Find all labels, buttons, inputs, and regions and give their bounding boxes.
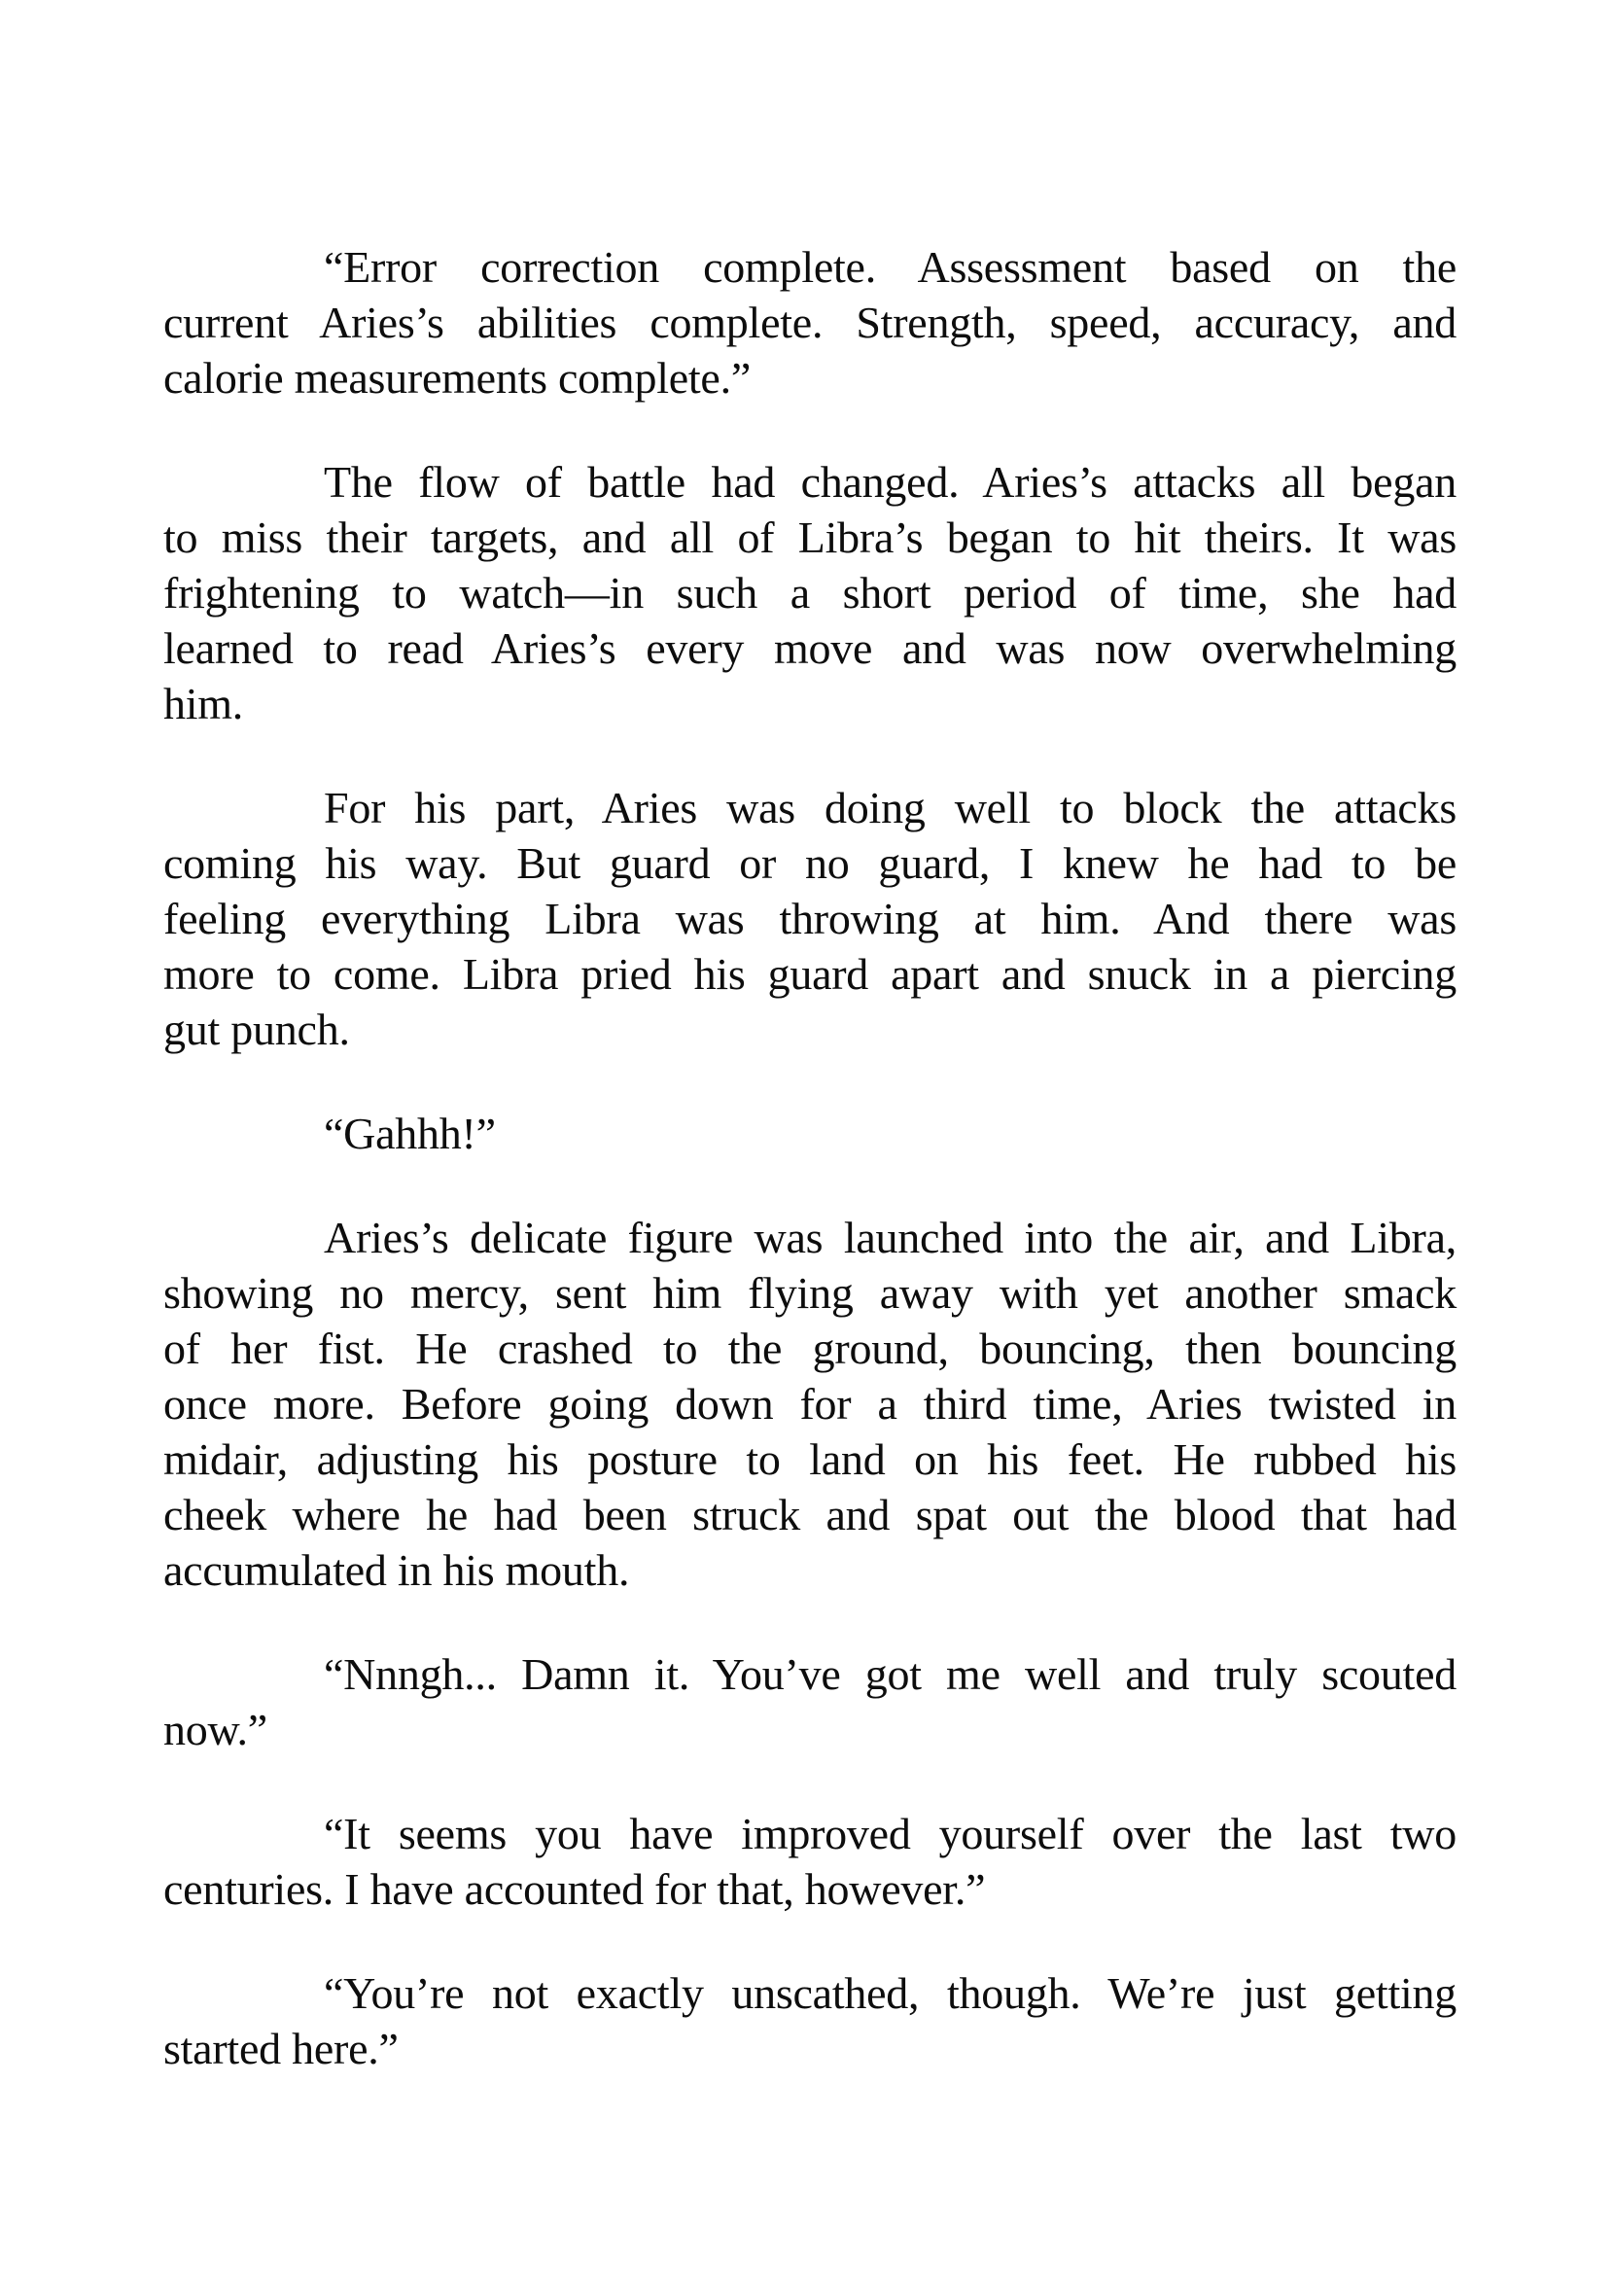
- text-line: centuries. I have accounted for that, however.”: [163, 1864, 986, 1914]
- text-line: “You’re not exactly unscathed, though. We’re just getting: [324, 1968, 1457, 2018]
- paragraph: [163, 1965, 1457, 2076]
- text-line: gut punch.: [163, 1005, 350, 1054]
- text-line: learned to read Aries’s every move and was now overwhelming: [163, 623, 1457, 673]
- paragraph: [163, 1646, 1457, 1757]
- text-line: cheek where he had been struck and spat out the blood that had: [163, 1490, 1457, 1539]
- text-line: now.”: [163, 1705, 267, 1754]
- text-line: more to come. Libra pried his guard apart and snuck in a piercing: [163, 949, 1457, 999]
- paragraph: [163, 1106, 1457, 1161]
- text-line: “Nnngh... Damn it. You’ve got me well and truly scouted: [324, 1649, 1457, 1699]
- paragraph: [163, 780, 1457, 1057]
- text-line: once more. Before going down for a third time, Aries twisted in: [163, 1379, 1457, 1429]
- text-line: started here.”: [163, 2024, 399, 2073]
- text-line: “Gahhh!”: [324, 1109, 496, 1158]
- text-line: The flow of battle had changed. Aries’s attacks all began: [324, 457, 1457, 507]
- text-line: of her fist. He crashed to the ground, bouncing, then bouncing: [163, 1324, 1457, 1373]
- text-line: calorie measurements complete.”: [163, 353, 752, 403]
- text-line: For his part, Aries was doing well to block the attacks: [324, 783, 1457, 832]
- text-line: current Aries’s abilities complete. Strength, speed, accuracy, and: [163, 298, 1457, 347]
- paragraph: [163, 239, 1457, 406]
- paragraph: [163, 454, 1457, 731]
- text-line: frightening to watch—in such a short period of time, she had: [163, 568, 1457, 618]
- text-line: “It seems you have improved yourself over the last two: [324, 1809, 1457, 1858]
- text-line: accumulated in his mouth.: [163, 1545, 630, 1595]
- text-line: midair, adjusting his posture to land on his feet. He rubbed his: [163, 1434, 1457, 1484]
- text-line: to miss their targets, and all of Libra’s began to hit theirs. It was: [163, 512, 1457, 562]
- text-line: Aries’s delicate figure was launched into the air, and Libra,: [324, 1213, 1457, 1262]
- text-line: him.: [163, 679, 244, 728]
- text-line: showing no mercy, sent him flying away with yet another smack: [163, 1268, 1457, 1318]
- paragraph: [163, 1806, 1457, 1917]
- paragraph: [163, 1210, 1457, 1598]
- text-line: coming his way. But guard or no guard, I knew he had to be: [163, 838, 1457, 888]
- text-line: “Error correction complete. Assessment based on the: [324, 242, 1457, 292]
- text-line: feeling everything Libra was throwing at him. And there was: [163, 894, 1457, 943]
